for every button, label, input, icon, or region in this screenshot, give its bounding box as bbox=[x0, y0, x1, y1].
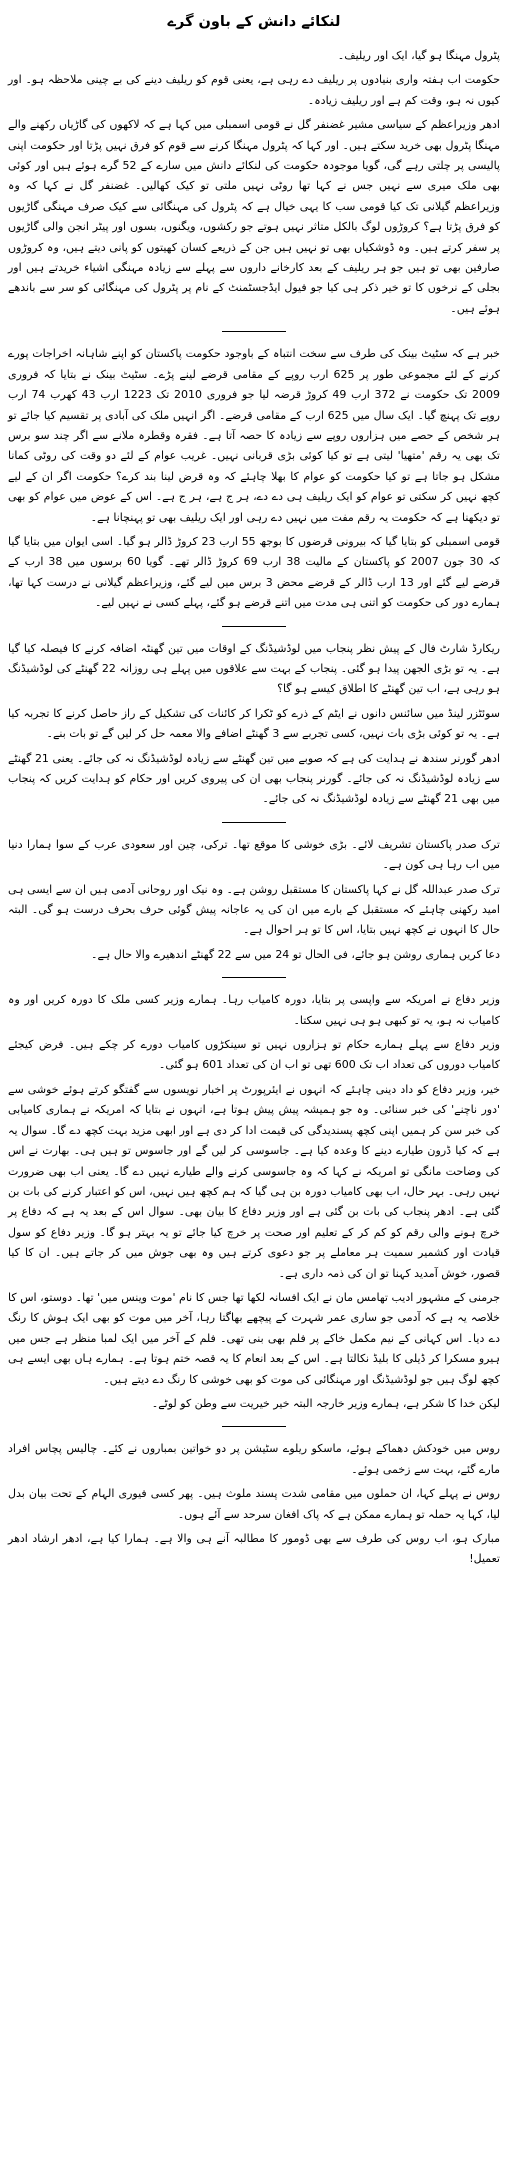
paragraph: ریکارڈ شارٹ فال کے پیش نظر پنجاب میں لوڈشیڈنگ کے اوقات میں تین گھنٹہ اضافہ کرنے کا فیصلہ کیا گیا ہے۔ یہ تو بڑی الجھن پیدا ہو گئی۔ پنجاب کے بہت سے علاقوں میں پہلے ہی روزانہ 22 گھنٹے کی لوڈشیڈنگ ہو رہی ہے، اب تین گھنٹے کا اطلاق کیسے ہو گا؟ bbox=[8, 641, 501, 696]
paragraph: ترک صدر پاکستان تشریف لائے۔ بڑی خوشی کا موقع تھا۔ ترکی، چین اور سعودی عرب کے سوا ہمارا دنیا میں اب رہا ہی کون ہے۔ bbox=[8, 837, 500, 872]
paragraph: ادھر گورنر سندھ نے ہدایت کی ہے کہ صوبے میں تین گھنٹے سے زیادہ لوڈشیڈنگ نہ کی جائے۔ یعنی 21 گھنٹے سے زیادہ لوڈشیڈنگ نہ کی جائے۔ گورنر پنجاب بھی ان کی پیروی کریں اور حکام کو ہدایت کریں کہ پنجاب میں بھی 21 گھنٹے سے زیادہ لوڈشیڈنگ نہ کی جائے۔ bbox=[8, 751, 501, 806]
section-divider bbox=[222, 822, 286, 823]
article-section bbox=[8, 990, 500, 1414]
paragraph: ادھر وزیراعظم کے سیاسی مشیر غضنفر گل نے قومی اسمبلی میں کہا ہے کہ لاکھوں کی گاڑیاں رکھنے والے مہنگا پٹرول بھی خرید سکتے ہیں۔ اور کہا کہ پٹرول مہنگا کرنے سے قوم کو فرق نہیں پڑتا اور حکومت اپنی پالیسی پر چلتی رہے گی، گویا موجودہ حکومت کی لنکائے دانش میں سارے کے 52 گرے ہوئے ہیں اور کوئی بھی ملک میری سے نہیں جس نے کہا تھا روٹی نہیں ملتی تو کیک کھالیں۔ غضنفر گل نے کہا کہ وہ وزیراعظم گیلانی تک کیا قومی سب کا یہی خیال ہے کہ پٹرول کی مہنگائی سے کیک صرف مہنگی گاڑیوں کو فرق پڑتا ہے؟ کروڑوں لوگ بالکل متاثر نہیں ہوتے جو رکشوں، ویگنوں، بسوں اور پیٹر انجن والی گاڑیوں پر سفر کرتے ہیں۔ وہ ڈوشکیاں بھی تو نہیں ہیں جن کے ذریعے کسان کھیتوں کو پانی دیتے ہیں، وہ کروڑوں صارفین بھی تو ہیں جو ہر ریلیف کے بعد کارخانے داروں سے پہلے سے زیادہ مہنگی اشیاء خریدتے ہیں اور بجلی کے نرخوں کا تو خیر ذکر ہی کیا جو فیول ایڈجسٹمنٹ کے نام پر پٹرول کی مہنگائی کو سر سے باندھے ہوئے ہیں۔ bbox=[8, 118, 500, 315]
article-section bbox=[8, 1439, 500, 1569]
paragraph: سوئٹزر لینڈ میں سائنس دانوں نے ایٹم کے ذرے کو ٹکرا کر کائنات کی تشکیل کے راز حاصل کرنے کا تجربہ کیا ہے۔ یہ تو کوئی بڑی بات نہیں، کسی تجربے سے 3 گھنٹے اضافے والا معمہ حل کر لیں گے تو بات بنے۔ bbox=[8, 706, 500, 741]
section-divider bbox=[222, 1426, 286, 1427]
article-section bbox=[8, 344, 500, 613]
section-divider bbox=[222, 977, 286, 978]
paragraph: دعا کریں ہماری روشن ہو جائے، فی الحال تو 24 میں سے 22 گھنٹے اندھیرے والا حال ہے۔ bbox=[91, 947, 500, 961]
article-headline: لنکائے دانش کے باون گرے bbox=[167, 14, 341, 30]
paragraph: ترک صدر عبداللہ گل نے کہا پاکستان کا مستقبل روشن ہے۔ وہ نیک اور روحانی آدمی ہیں ان سے ایسی ہی امید رکھنی چاہئے کہ مستقبل کے بارے میں ان کی یہ عاجانہ پیش گوئی حرف بحرف درست ہو گی۔ البتہ حال کا انہوں نے کچھ نہیں بتایا، اس کا تو ہر احوال ہے۔ bbox=[8, 882, 500, 937]
paragraph: حکومت اب ہفتہ واری بنیادوں پر ریلیف دے رہی ہے، یعنی قوم کو ریلیف دینے کی بے چینی ملاحظہ ہو۔ اور کیوں نہ ہو، وقت کم ہے اور ریلیف زیادہ۔ bbox=[8, 73, 500, 107]
article-section bbox=[8, 835, 500, 965]
article-body bbox=[8, 46, 500, 1570]
section-divider bbox=[222, 331, 286, 332]
paragraph: قومی اسمبلی کو بتایا گیا کہ بیرونی قرضوں کا بوجھ 55 ارب 23 کروڑ ڈالر ہو گیا۔ اسی ایوان میں بتایا گیا کہ 30 جون 2007 کو پاکستان کے مالیت 38 ارب 69 کروڑ ڈالر تھے۔ گویا 60 برسوں میں 38 ارب کے قرضے لیے گئے اور 13 ارب ڈالر کے قرضے محض 3 برس میں لیے گئے، وزیراعظم گیلانی نے درست کہا تھا، ہمارے دور کی حکومت کو اتنی ہی مدت میں اتنے قرضے ہو گئے، پہلے کسی نے نہیں لیے۔ bbox=[8, 534, 501, 610]
paragraph: وزیر دفاع نے امریکہ سے واپسی پر بتایا، دورہ کامیاب رہا۔ ہمارے وزیر کسی ملک کا دورہ کریں اور وہ کامیاب نہ ہو، یہ تو کبھی ہو ہی نہیں سکتا۔ bbox=[8, 993, 500, 1027]
paragraph: روس میں خودکش دھماکے ہوئے، ماسکو ریلوے سٹیشن پر دو خواتین بمباروں نے کئے۔ چالیس پچاس افراد مارے گئے، بہت سے زخمی ہوئے۔ bbox=[8, 1442, 500, 1476]
section-divider bbox=[222, 626, 286, 627]
paragraph: جرمنی کے مشہور ادیب تھامس مان نے ایک افسانہ لکھا تھا جس کا نام 'موت وینس میں' تھا۔ دوستو، اس کا خلاصہ یہ ہے کہ آدمی جو ساری عمر شہرت کے پیچھے بھاگتا رہا، آخر میں موت کو بھی ایک ہوش کا رنگ دے دیا۔ اس کہانی کے نیم مکمل خاکے پر فلم بھی بنی تھی۔ فلم کے آخر میں ایک لمبا منظر ہے جس میں ہیرو مسکرا کر ڈیلی کا بلیڈ نکالتا ہے۔ اس کے بعد انعام کا یہ قصہ ختم ہوتا ہے۔ ہمارے ہاں بھی ایسے ہی کچھ لوگ ہیں جو لوڈشیڈنگ اور مہنگائی کی موت کو بھی خوشی کا رنگ دے دیتے ہیں۔ bbox=[8, 1290, 500, 1386]
paragraph: خیر، وزیر دفاع کو داد دینی چاہئے کہ انہوں نے ایئرپورٹ پر اخبار نویسوں سے گفتگو کرتے ہوئے خوشی سے 'دور ناچنے' کی خبر سنائی۔ وہ جو ہمیشہ پیش پیش ہوتا ہے، انہوں نے بتایا کہ امریکہ نے ہماری کامیابی کی خبر سن کر ہمیں اپنی کچھ پسندیدگی کی قیمت ادا کر دی ہے اور ابھی مزید بہت کچھ دے گا۔ سوال یہ ہے کہ کیا ڈرون طیارے دینے کا وعدہ کیا ہے۔ جاسوسی کر لیں گے اور جاسوس تو ہیں ہی۔ بھارت نے اس کی وضاحت مانگی تو امریکہ نے کہا کہ وہ جاسوسی کرنے والے طیارے نہیں دے گا۔ یعنی اب بھی ضرورت نہیں رہی۔ بہر حال، اب بھی کامیاب دورہ بن ہی گیا کہ ہم کچھ ہیں نہیں، اس کو اعتبار کرنے کی بات بن گئی ہے۔ ادھر پنجاب کی بات بن گئی ہے اور وزیر دفاع کا بیان بھی۔ سوال اس کے بعد یہ ہے کہ دفاع پر خرچ ہونے والی رقم کو کم کر کے تعلیم اور صحت پر خرچ کیا جائے تو یہ بہتر ہو گا۔ وزیر دفاع کو سول قیادت اور کشمیر سمیت ہر معاملے پر جو دعوی کرتے ہیں وہ بھی جوش میں کر جاتے ہیں۔ ان کا کیا قصور، خوش آمدید کہنا تو ان کی ذمہ داری ہے۔ bbox=[8, 1082, 500, 1280]
paragraph: وزیر دفاع سے پہلے ہمارے حکام تو ہزاروں نہیں تو سینکڑوں کامیاب دورے کر چکے ہیں۔ فرض کیجئے کامیاب دوروں کی تعداد اب تک 600 تھی تو اب ان کی تعداد 601 ہو گئی۔ bbox=[8, 1038, 500, 1072]
paragraph: پٹرول مہنگا ہو گیا، ایک اور ریلیف۔ bbox=[337, 49, 500, 62]
article-section bbox=[8, 46, 500, 319]
paragraph: مبارک ہو، اب روس کی طرف سے بھی ڈومور کا مطالبہ آنے ہی والا ہے۔ ہمارا کیا ہے، ادھر ارشاد ادھر تعمیل! bbox=[8, 1532, 500, 1566]
paragraph: روس نے پہلے کہا، ان حملوں میں مقامی شدت پسند ملوث ہیں۔ پھر کسی فیوری الہام کے تحت بیان بدل لیا، کہا یہ حملہ تو ہمارے ممکن ہے کہ پاک افغان سرحد سے آئے ہوں۔ bbox=[8, 1487, 500, 1521]
article-section bbox=[8, 639, 500, 810]
paragraph: لیکن خدا کا شکر ہے، ہمارے وزیر خارجہ البتہ خیر خیریت سے وطن کو لوٹے۔ bbox=[151, 1396, 500, 1410]
paragraph: خبر ہے کہ سٹیٹ بینک کی طرف سے سخت انتباہ کے باوجود حکومت پاکستان کو اپنے شاہانہ اخراجات پورے کرنے کے لئے مجموعی طور پر 625 ارب روپے کے مقامی قرضے لینے پڑے۔ سٹیٹ بینک نے بتایا کہ فروری 2009 تک حکومت نے 372 ارب 49 کروڑ قرضہ لیا جو فروری 2010 تک 1223 ارب 43 کھرب 74 ارب روپے تک پہنچ گیا۔ ایک سال میں 625 ارب کے مقامی قرضے۔ اگر انہیں ملک کی آبادی پر تقسیم کیا جائے تو ہر شخص کے حصے میں ہزاروں روپے سے زیادہ کا حصہ آتا ہے۔ فقرہ وقطرہ ملانے سے اگر چند سو برس تک بھی یہ رقم 'متھیا' لیتی ہے تو کیا کوئی بڑی قربانی نہیں۔ غریب عوام کے لئے دو وقت کی روٹی کمانا مشکل ہو جاتا ہے تو کیا حکومت کو عوام کا بھلا چاہئے کہ وہ قرض لینا بند کرے؟ حکومت اگر ان کے لیے کچھ نہیں کر سکتی تو عوام کو ایک ریلیف ہی دے دے، ہر ج ہے، ہر ج ہے۔ اس کے عوض میں عوام کو بھی تو دیکھنا ہے کہ حکومت یہ رقم مفت میں نہیں دے رہی اور ایک ریلیف بھی تو پہنچانا ہے۔ bbox=[8, 347, 501, 524]
